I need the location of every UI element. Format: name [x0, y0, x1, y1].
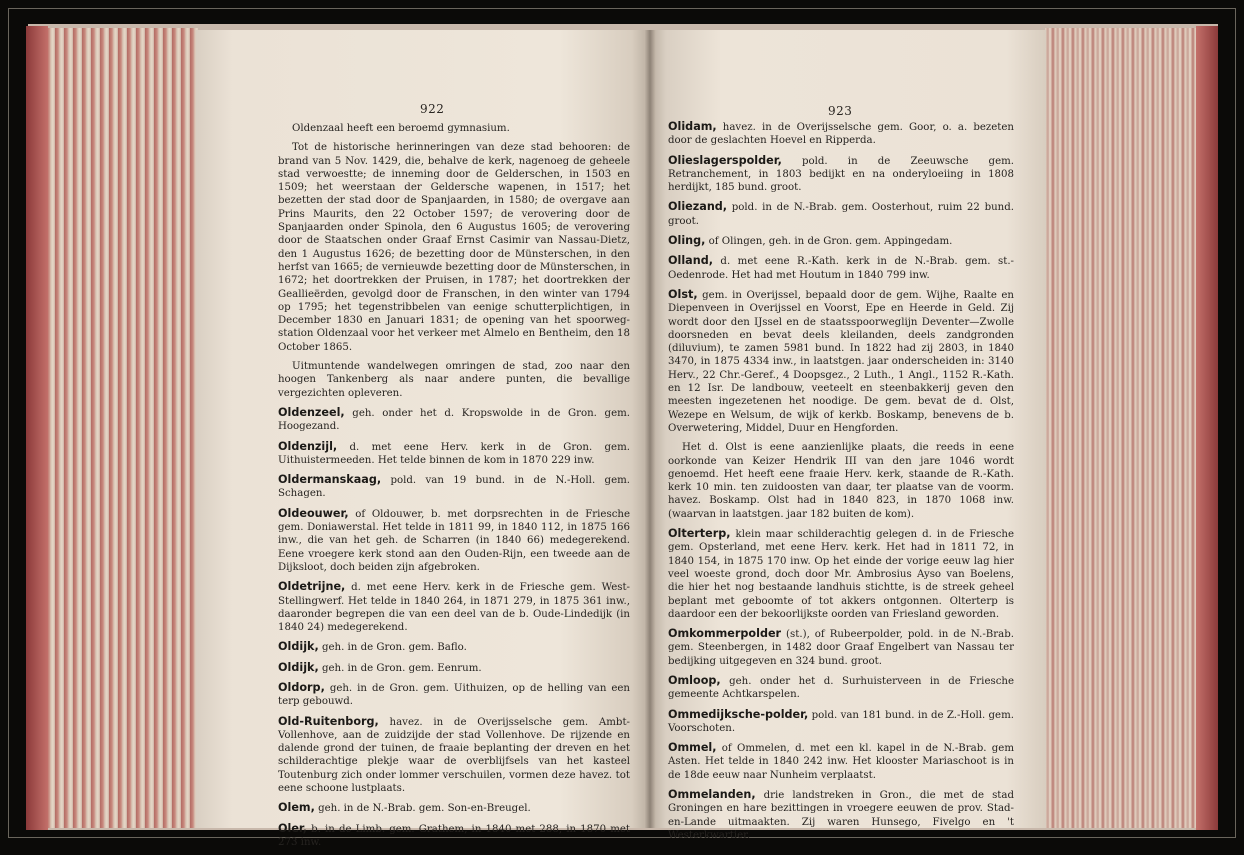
entry-headword: Oldetrijne,: [278, 580, 346, 594]
entry-headword: Old-Ruitenborg,: [278, 714, 379, 728]
entry-headword: Oldijk,: [278, 640, 319, 654]
entry-text: gem. in Overijssel, bepaald door de gem. Wijhe, Raalte en Diepenveen in Overijssel en Voorst, Epe en Heerde in Geld. Zij wordt door den IJssel en de staatsspoorweglijn Deventer—Zwolle doorsneden en bevat deels kleilanden, deels zandgronden (diluvium), te zamen 5981 bund. In 1822 had zij 2803, in 1840 3470, in 1875 4334 inw., in laatstgen. jaar onderscheiden in: 3140 Herv., 22 Chr.-Geref., 4 Doopsgez., 2 Luth., 1 Angl., 1152 R.-Kath. en 12 Isr. De landbouw, veeteelt en steenbakkerij geven den meesten ingezetenen het noodige. De gem. bevat de d. Olst, Wezepe en Welsum, de wijk of kerkb. Boskamp, benevens de b. Overwetering, Middel, Duur en Hengforden.: [668, 289, 1014, 434]
dictionary-entry: [668, 234, 1014, 248]
entry-headword: Ommel,: [668, 741, 717, 755]
entry-text: of Oldouwer, b. met dorpsrechten in de Friesche gem. Doniawerstal. Het telde in 1811 99, in 1840 112, in 1875 166 inw., die van het geh. de Scharren (in 1840 66) medegerekend. Eene vroegere kerk stond aan den Ouden-Rijn, een tweede aan de Dijksloot, doch beiden zijn afgebroken.: [278, 508, 630, 573]
entry-headword: Oldenzeel,: [278, 405, 345, 419]
entry-text: d. met eene Herv. kerk in de Friesche gem. West-Stellingwerf. Het telde in 1840 264, in 1871 279, in 1875 361 inw., daaronder begrepen die van een deel van de b. Oude-Lindedijk (in 1840 24) medegerekend.: [278, 582, 630, 634]
entry-text: havez. in de Overijsselsche gem. Goor, o. a. bezeten door de geslachten Hoevel en Ripperda.: [668, 122, 1014, 147]
entry-headword: Oldermanskaag,: [278, 473, 382, 487]
right-page-number: 923: [828, 104, 853, 118]
dictionary-entry: [668, 200, 1014, 228]
dictionary-entry: [668, 788, 1014, 842]
entry-text: geh. in de Gron. gem. Baflo.: [318, 642, 467, 654]
dictionary-entry: [278, 640, 630, 654]
entry-headword: Oliezand,: [668, 200, 728, 214]
entry-text: pold. van 19 bund. in de N.-Holl. gem. Schagen.: [278, 475, 630, 500]
entry-text: klein maar schilderachtig gelegen d. in de Friesche gem. Opsterland, met eene Herv. kerk. Het had in 1811 72, in 1840 154, in 1875 170 inw. Op het einde der vorige eeuw lag hier veel woeste grond, doch door Mr. Ambrosius Ayso van Boelens, die hier het nog bestaande landhuis stichtte, is de streek geheel beplant met geboomte of tot akkers ontgonnen. Olterterp is daardoor een der bekoorlijkste oorden van Friesland geworden.: [668, 529, 1014, 620]
left-page-number: 922: [420, 102, 445, 116]
entry-headword: Olst,: [668, 287, 698, 301]
entry-headword: Olem,: [278, 801, 315, 815]
entry-headword: Oler,: [278, 821, 308, 835]
dictionary-entry: [668, 120, 1014, 148]
entry-headword: Olieslagerspolder,: [668, 153, 782, 167]
entry-text: havez. in de Overijsselsche gem. Ambt-Vollenhove, aan de zuidzijde der stad Vollenhove. De rijzende en dalende grond der tuinen, de fraaie beplanting der dreven en het schilderachtige plekje waar de overblijfsels van het kasteel Toutenburg zich onder lommer verschuilen, vormen deze havez. tot eene schoone lustplaats.: [278, 716, 630, 795]
entry-text: of Olingen, geh. in de Gron. gem. Appingedam.: [705, 236, 953, 248]
dictionary-entry: [668, 674, 1014, 702]
entry-headword: Omloop,: [668, 673, 721, 687]
dictionary-entry: [278, 122, 630, 135]
entry-headword: Olidam,: [668, 120, 717, 133]
entry-headword: Oldeouwer,: [278, 506, 349, 520]
dictionary-entry: [668, 154, 1014, 195]
entry-text: pold. in de Zeeuwsche gem. Retranchement, in 1803 bedijkt en na onderyloeiing in 1808 herdijkt, 185 bund. groot.: [668, 155, 1014, 194]
entry-text: geh. in de Gron. gem. Eenrum.: [318, 662, 482, 674]
entry-headword: Olland,: [668, 254, 713, 268]
dictionary-entry: [668, 254, 1014, 282]
entry-text: d. met eene R.-Kath. kerk in de N.-Brab. gem. st.-Oedenrode. Het had met Houtum in 1840 799 inw.: [668, 256, 1014, 281]
entry-text: Het d. Olst is eene aanzienlijke plaats, die reeds in eene oorkonde van Keizer Hendrik III van den jare 1046 wordt genoemd. Het heeft eene fraaie Herv. kerk, staande de R.-Kath. kerk 10 min. ten zuidoosten van daar, ter plaatse van de voorm. havez. Boskamp. Olst had in 1840 823, in 1870 1068 inw. (waarvan in laatstgen. jaar 182 buiten de kom).: [668, 442, 1014, 520]
right-page-text: [668, 120, 1014, 848]
entry-headword: Ommedijksche-polder,: [668, 707, 809, 721]
entry-text: geh. in de Gron. gem. Uithuizen, op de helling van een terp gebouwd.: [278, 682, 630, 708]
dictionary-entry: [278, 801, 630, 815]
dictionary-entry: [278, 360, 630, 400]
entry-text: Oldenzaal heeft een beroemd gymnasium.: [292, 123, 510, 134]
entry-text: pold. in de N.-Brab. gem. Oosterhout, ruim 22 bund. groot.: [668, 202, 1014, 227]
dictionary-entry: [278, 473, 630, 501]
dictionary-entry: [278, 507, 630, 574]
left-cover-edge: [26, 26, 48, 830]
entry-text: of Ommelen, d. met een kl. kapel in de N.-Brab. gem Asten. Het telde in 1840 242 inw. Het klooster Mariaschoot is in de 18de eeuw naar Nunheim verplaatst.: [668, 743, 1014, 781]
dictionary-entry: [668, 627, 1014, 668]
entry-headword: Omkommerpolder: [668, 627, 782, 641]
dictionary-entry: [668, 527, 1014, 621]
entry-headword: Olterterp,: [668, 527, 731, 541]
dictionary-entry: [278, 681, 630, 709]
dictionary-entry: [668, 741, 1014, 782]
entry-text: d. met eene Herv. kerk in de Gron. gem. Uithuistermeeden. Het telde binnen de kom in 1870 229 inw.: [278, 441, 630, 466]
entry-text: pold. van 181 bund. in de Z.-Holl. gem. Voorschoten.: [668, 709, 1014, 734]
dictionary-entry: [278, 661, 630, 675]
dictionary-entry: [278, 715, 630, 796]
dictionary-entry: [668, 708, 1014, 736]
dictionary-entry: [668, 288, 1014, 435]
entry-headword: Oldorp,: [278, 680, 325, 694]
entry-text: b. in de Limb. gem. Grathem, in 1840 met 288, in 1870 met 273 inw.: [278, 823, 630, 848]
entry-headword: Ommelanden,: [668, 788, 756, 802]
left-page-block: [28, 28, 198, 828]
entry-text: Tot de historische herinneringen van deze stad behooren: de brand van 5 Nov. 1429, die, behalve de kerk, nagenoeg de geheele stad verwoestte; de inneming door de Gelderschen, in 1503 en 1509; het weerstaan der Geldersche wapenen, in 1517; het bezetten der stad door de Spanjaarden, in 1580; de overgave aan Prins Maurits, den 22 October 1597; de verovering door de Spanjaarden onder Spinola, den 6 Augustus 1605; de verovering door de Staatschen onder Graaf Ernst Casimir van Nassau-Dietz, den 1 Augustus 1626; de bezetting door de Münsterschen, in den herfst van 1665; de vernieuwde bezetting door de Münsterschen, in 1672; het doortrekken der Pruisen, in 1787; het doortrekken der Geallieërden, gevolgd door de Franschen, in den winter van 1794 op 1795; het tegenstribbelen van eenige schutterplichtigen, in December 1830 en Januari 1831; de opening van het spoorweg-station Oldenzaal voor het verkeer met Almelo en Bentheim, den 18 October 1865.: [278, 142, 630, 353]
right-cover-edge: [1196, 26, 1218, 830]
dictionary-entry: [278, 580, 630, 634]
entry-text: geh. in de N.-Brab. gem. Son-en-Breugel.: [314, 803, 531, 815]
right-page-block: [1045, 28, 1217, 828]
dictionary-entry: [278, 141, 630, 354]
left-page-text: [278, 122, 630, 855]
entry-headword: Oling,: [668, 234, 706, 248]
entry-headword: Oldenzijl,: [278, 439, 338, 453]
dictionary-entry: [278, 822, 630, 850]
entry-text: geh. onder het d. Surhuisterveen in de Friesche gemeente Achtkarspelen.: [668, 675, 1014, 701]
book-gutter: [644, 30, 656, 828]
dictionary-entry: [278, 440, 630, 468]
entry-text: (st.), of Rubeerpolder, pold. in de N.-Brab. gem. Steenbergen, in 1482 door Graaf Engelbert van Nassau ter bedijking uitgegeven en 324 bund. groot.: [668, 629, 1014, 667]
entry-text: Uitmuntende wandelwegen omringen de stad, zoo naar den hoogen Tankenberg als naar andere punten, die bevallige vergezichten opleveren.: [278, 361, 630, 399]
entry-text: geh. onder het d. Kropswolde in de Gron. gem. Hoogezand.: [278, 407, 630, 433]
entry-text: drie landstreken in Gron., die met de stad Groningen en hare bezittingen in vroegere eeuwen de prov. Stad-en-Lande uitmaakten. Zij waren Hunsego, Fivelgo en 't Westerkwartier.: [668, 790, 1014, 841]
entry-headword: Oldijk,: [278, 660, 319, 674]
dictionary-entry: [278, 406, 630, 434]
dictionary-entry: [668, 441, 1014, 521]
